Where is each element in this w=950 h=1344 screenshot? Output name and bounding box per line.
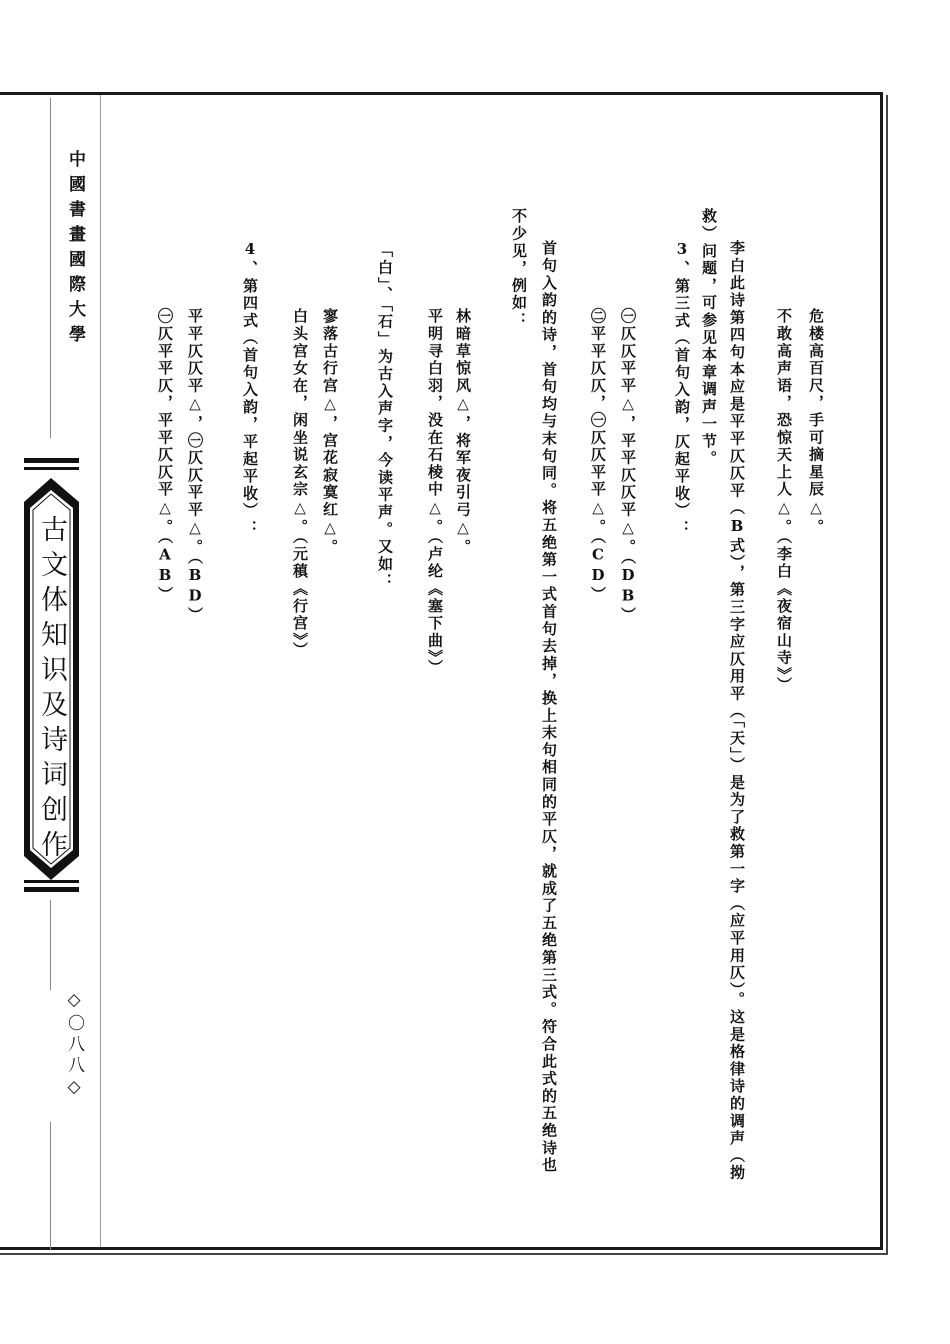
spine-bar: [24, 880, 79, 883]
tone-pattern: ㊀仄平平仄，平平仄仄平△。（AB）: [156, 308, 174, 604]
poem-line: 不敢高声语，恐惊天上人△。（李白《夜宿山寺》）: [775, 308, 793, 694]
spine-line-mid: [50, 900, 51, 990]
poem-line: 白头宫女在，闲坐说玄宗△。（元稹《行宫》）: [291, 308, 309, 660]
poem-line: 林暗草惊风△，将军夜引弓△。: [454, 308, 472, 557]
body-paragraph: 「白」、「石」为古入声字，今读平声。又如：: [376, 242, 394, 591]
spine-bar: [24, 458, 79, 463]
spine-line-bottom: [50, 1122, 51, 1250]
section-heading: 3、第三式（首句入韵，仄起平收）：: [673, 240, 691, 538]
margin-rule: [100, 95, 101, 1247]
school-name: 中國書畫國際大學: [65, 150, 85, 350]
spine-line-top: [50, 98, 51, 438]
book-title: 古文体知识及诗词创作: [36, 515, 67, 865]
body-paragraph: 李白此诗第四句本应是平平仄仄平（B式），第三字应仄用平（「天」）是为了救第一字（应平用仄）。这是格律诗的调声（拗: [728, 240, 746, 1182]
tone-pattern: 平平仄仄平△，㊀仄仄平平△。（BD）: [186, 308, 204, 624]
spine-bar: [24, 887, 79, 892]
tone-pattern: ㊁平平仄仄，㊀仄仄平平△。（CD）: [589, 308, 607, 604]
poem-line: 平明寻白羽，没在石棱中△。（卢纶《塞下曲》）: [426, 308, 444, 677]
section-heading: 4、第四式（首句入韵，平起平收）：: [241, 240, 259, 538]
poem-line: 寥落古行宫△，宫花寂寞红△。: [321, 308, 339, 557]
body-paragraph: 首句入韵的诗，首句均与末句同。将五绝第一式首句去掉，换上末句相同的平仄，就成了五绝第三式。符合此式的五绝诗也: [540, 240, 558, 1175]
page-number: ◇〇八八◇: [64, 990, 84, 1101]
tone-pattern: ㊀仄仄平平△，平平仄仄平△。（DB）: [619, 308, 637, 624]
body-paragraph: 不少见，例如：: [510, 208, 528, 330]
body-paragraph: 救）问题，可参见本章调声一节。: [700, 208, 718, 468]
poem-line: 危楼高百尺，手可摘星辰△。: [807, 308, 825, 536]
spine-bar: [24, 467, 79, 470]
